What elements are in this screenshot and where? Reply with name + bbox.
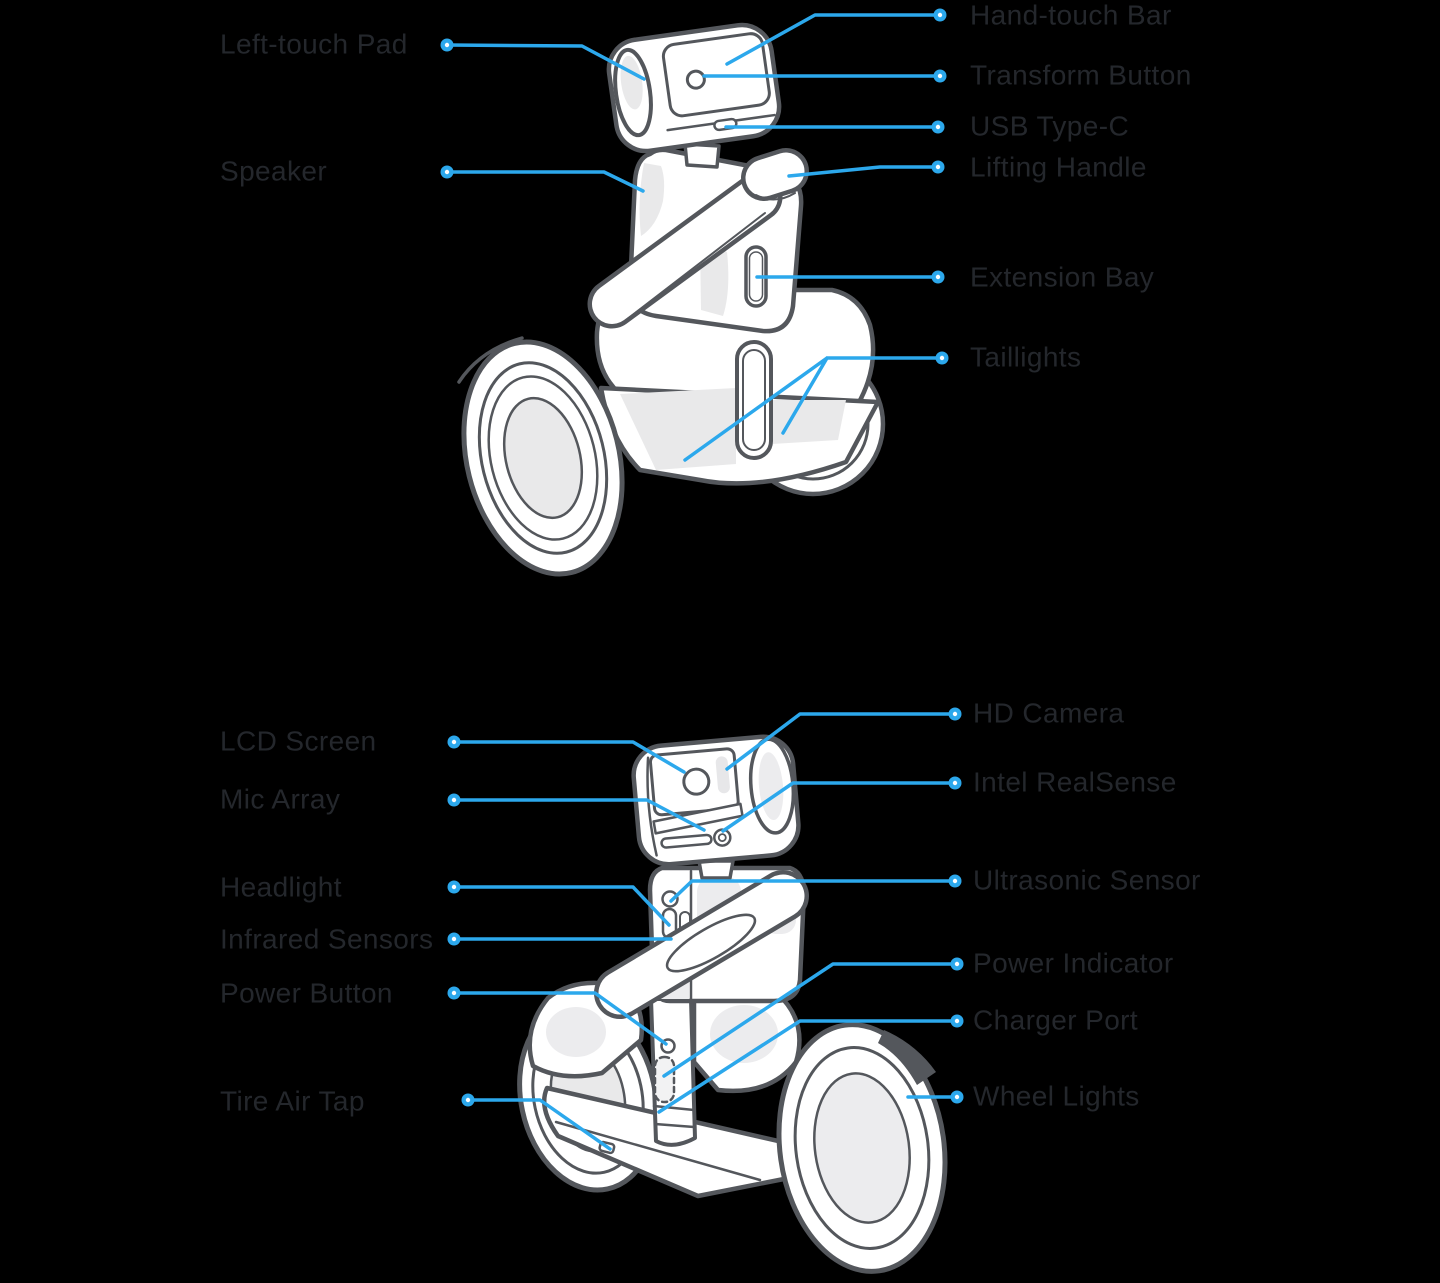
dot-mic-array — [448, 794, 461, 807]
dot-tire-air-tap — [462, 1094, 475, 1107]
callout-lcd-screen: LCD Screen — [220, 725, 377, 757]
callout-hand-touch-bar: Hand-touch Bar — [970, 0, 1172, 31]
dot-charger-port — [951, 1015, 964, 1028]
callout-mic-array: Mic Array — [220, 783, 341, 815]
dot-intel-realsense — [949, 777, 962, 790]
callout-taillights: Taillights — [970, 341, 1082, 373]
callout-infrared-sensors: Infrared Sensors — [220, 923, 434, 955]
callout-hd-camera: HD Camera — [973, 697, 1125, 729]
dot-transform-button — [934, 70, 947, 83]
dot-hand-touch-bar — [934, 9, 947, 22]
robot-bottom-illustration — [503, 734, 961, 1282]
callout-tire-air-tap: Tire Air Tap — [220, 1085, 365, 1117]
dot-lcd-screen — [448, 736, 461, 749]
top-head — [605, 21, 783, 155]
top-transform-button — [686, 70, 705, 89]
dot-speaker — [441, 166, 454, 179]
leader-headlight — [454, 887, 669, 925]
callout-speaker: Speaker — [220, 155, 328, 187]
callout-left-touch-pad: Left-touch Pad — [220, 28, 408, 60]
bottom-power-indicator — [655, 1057, 674, 1102]
bottom-camera-lens-icon — [683, 768, 710, 795]
leader-lifting-handle — [789, 167, 938, 176]
dot-power-indicator — [951, 958, 964, 971]
dot-extension-bay — [932, 271, 945, 284]
callout-ultrasonic-sensor: Ultrasonic Sensor — [973, 864, 1201, 896]
dot-power-button — [448, 987, 461, 1000]
callout-intel-realsense: Intel RealSense — [973, 766, 1177, 798]
callout-headlight: Headlight — [220, 871, 342, 903]
dot-ultrasonic-sensor — [949, 875, 962, 888]
callout-extension-bay: Extension Bay — [970, 261, 1155, 293]
callout-charger-port: Charger Port — [973, 1004, 1139, 1036]
dot-wheel-lights — [951, 1091, 964, 1104]
dot-usb-type-c — [932, 121, 945, 134]
robot-top-illustration — [441, 21, 883, 591]
dot-lifting-handle — [932, 161, 945, 174]
dot-hd-camera — [949, 708, 962, 721]
leader-speaker — [447, 172, 643, 191]
top-neck — [685, 144, 719, 167]
dot-headlight — [448, 881, 461, 894]
callout-lifting-handle: Lifting Handle — [970, 151, 1147, 183]
callout-usb-type-c: USB Type-C — [970, 110, 1130, 142]
callout-wheel-lights: Wheel Lights — [973, 1080, 1140, 1112]
dot-left-touch-pad — [441, 39, 454, 52]
dot-taillights — [936, 352, 949, 365]
callout-power-button: Power Button — [220, 977, 393, 1009]
callout-transform-button: Transform Button — [970, 59, 1192, 91]
bottom-neck — [699, 861, 733, 878]
dot-infrared-sensors — [448, 933, 461, 946]
callout-power-indicator: Power Indicator — [973, 947, 1174, 979]
